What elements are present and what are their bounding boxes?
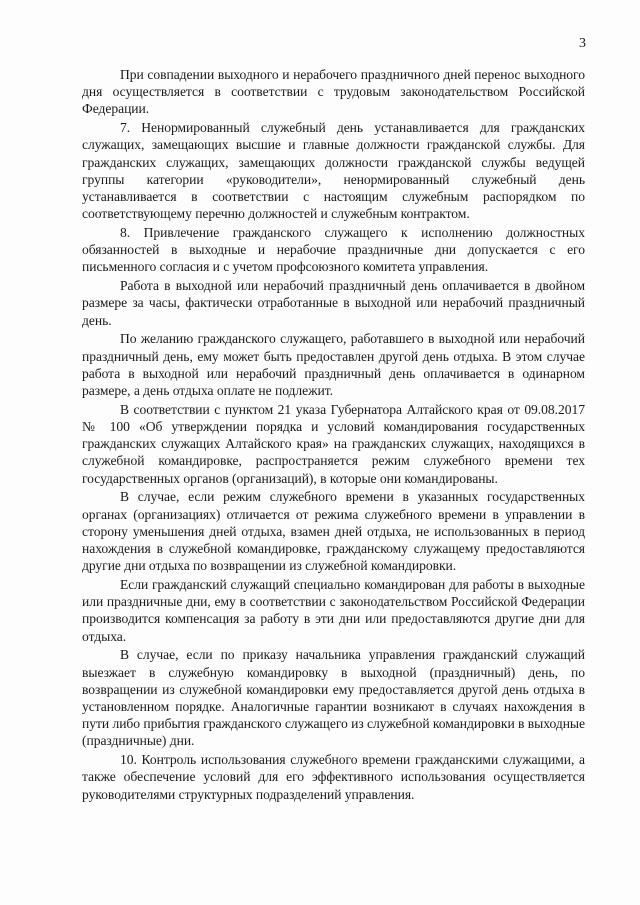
paragraph-irregular-day: 7. Ненормированный служебный день устанавливается для гражданских служащих, замещающих высшие и главные должности гражданской службы. Для гражданских служащих, замещающих должности гражданской службы ведущей группы категории «руководители», ненормированный служебный день устанавливается в соответствии с настоящим служебным распорядком по соответствующему перечню должностей и служебным контрактом. — [82, 120, 585, 222]
paragraph-holiday-transfer: При совпадении выходного и нерабочего праздничного дней перенос выходного дня осуществляется в соответствии с трудовым законодательством Российской Федерации. — [82, 67, 585, 117]
paragraph-weekend-work: 8. Привлечение гражданского служащего к исполнению должностных обязанностей в выходные и нерабочие праздничные дни допускается с его письменного согласия и с учетом профсоюзного комитета управления. — [82, 225, 585, 275]
page-number: 3 — [579, 36, 586, 51]
paragraph-control: 10. Контроль использования служебного времени гражданскими служащими, а также обеспечение условий для его эффективного использования осуществляется руководителями структурных подразделений управления. — [82, 752, 585, 802]
paragraph-governor-decree: В соответствии с пунктом 21 указа Губернатора Алтайского края от 09.08.2017 № 100 «Об утверждении порядка и условий командирования государственных гражданских служащих Алтайского края» на гражданских служащих, находящихся в служебной командировке, распространяется режим служебного времени тех государственных органов (организаций), в которые они командированы. — [82, 401, 585, 486]
paragraph-double-pay: Работа в выходной или нерабочий праздничный день оплачивается в двойном размере за часы, фактически отработанные в выходной или нерабочий праздничный день. — [82, 278, 585, 328]
paragraph-holiday-compensation: Если гражданский служащий специально командирован для работы в выходные или праздничные дни, ему в соответствии с законодательством Российской Федерации производится компенсация за работу в эти дни или предоставляются другие дни для отдыха. — [82, 577, 585, 644]
paragraph-business-trip-day-off: В случае, если по приказу начальника управления гражданский служащий выезжает в служебную командировку в выходной (праздничный) день, по возвращении из служебной командировки ему предоставляется другой день отдыха в установленном порядке. Аналогичные гарантии возникают в случаях нахождения в пути либо прибытия гражданского служащего из служебной командировки в выходные (праздничные) дни. — [82, 647, 585, 749]
paragraph-day-off-option: По желанию гражданского служащего, работавшего в выходной или нерабочий праздничный день, ему может быть предоставлен другой день отдыха. В этом случае работа в выходной или нерабочий праздничный день оплачивается в одинарном размере, а день отдыха оплате не подлежит. — [82, 331, 585, 399]
paragraph-schedule-difference: В случае, если режим служебного времени в указанных государственных органах (организациях) отличается от режима служебного времени в управлении в сторону уменьшения дней отдыха, взамен дней отдыха, не использованных в период нахождения в служебной командировке, гражданскому служащему предоставляются другие дни отдыха по возвращении из служебной командировки. — [82, 489, 585, 574]
document-body — [82, 66, 585, 803]
